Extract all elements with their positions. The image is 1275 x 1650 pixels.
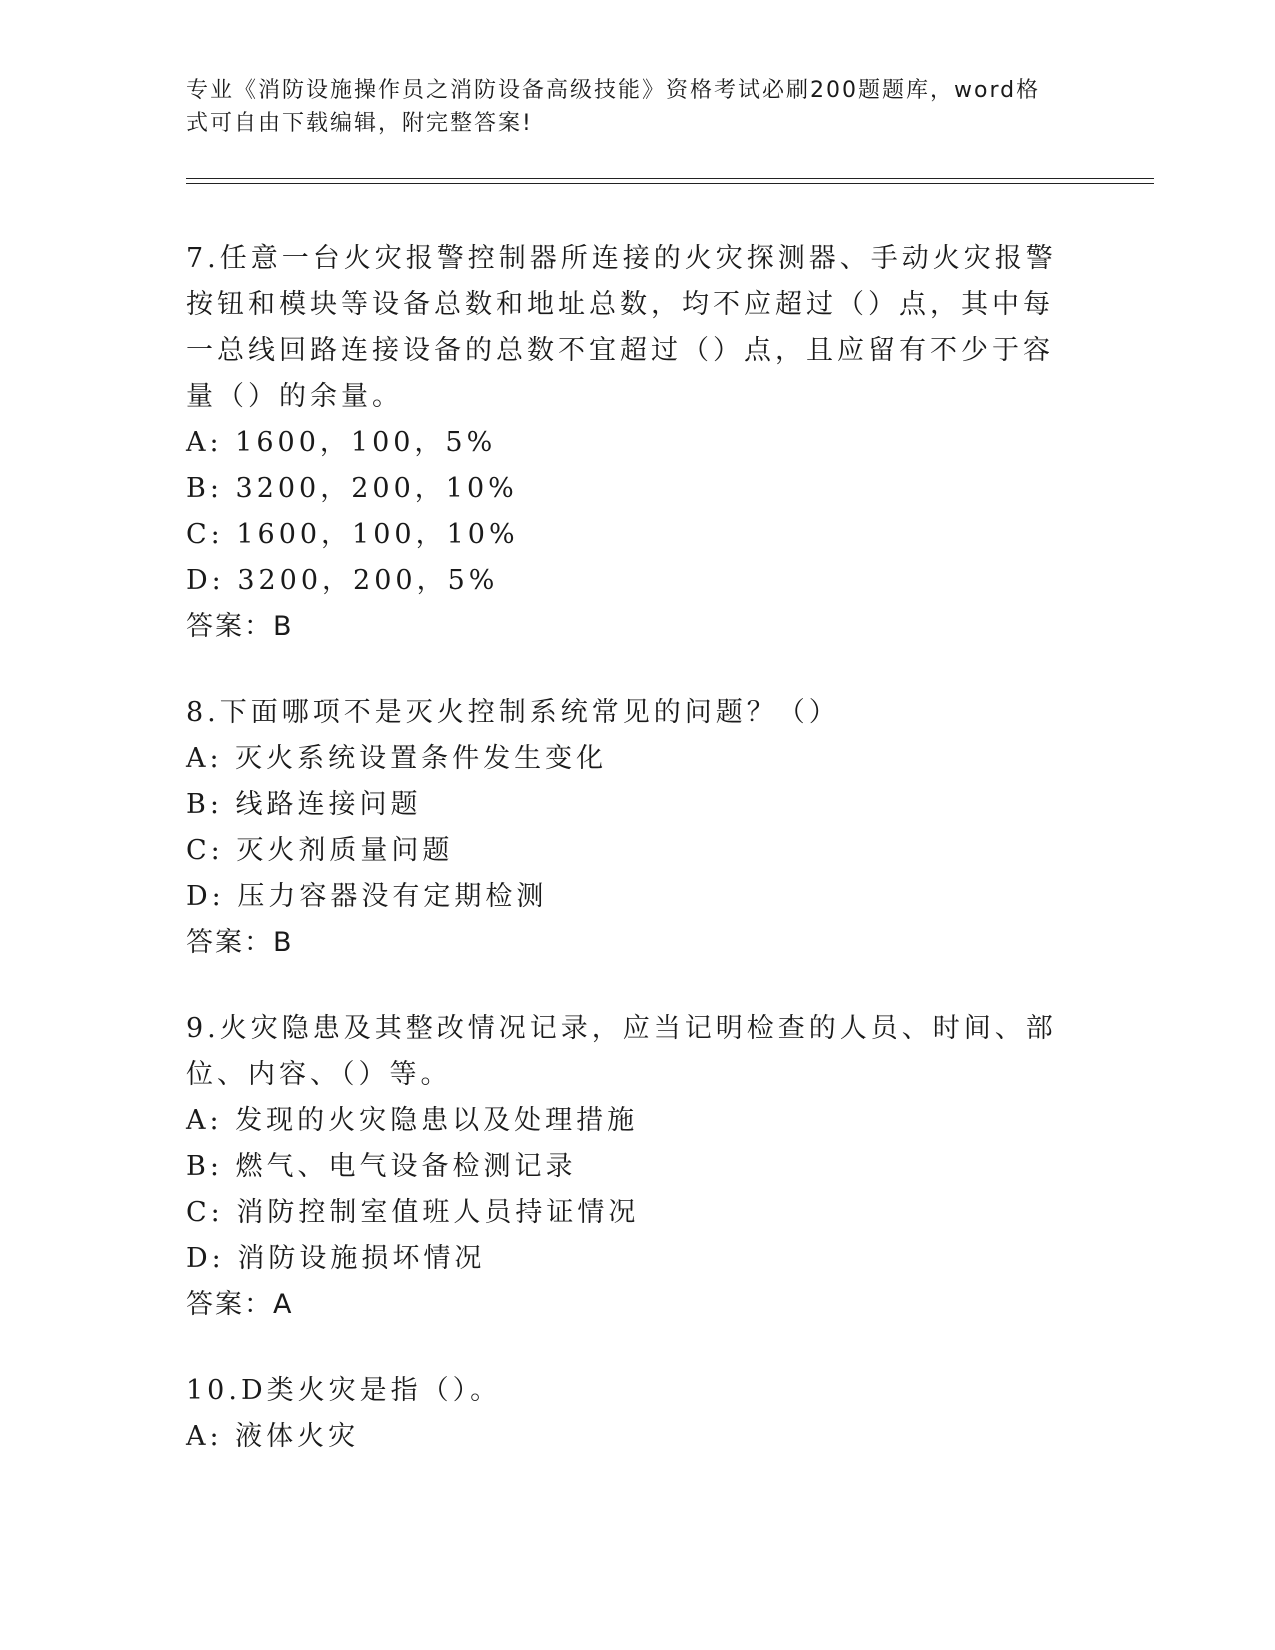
question-10 [186, 1368, 1076, 1460]
option-d: D: 压力容器没有定期检测 [186, 881, 548, 912]
option-a: A: 发现的火灾隐患以及处理措施 [186, 1105, 639, 1136]
header-divider-bottom [186, 183, 1154, 184]
answer-text: 答案：B [186, 927, 294, 958]
answer-text: 答案：A [186, 1289, 294, 1320]
option-d: D: 消防设施损坏情况 [186, 1243, 486, 1274]
option-c: C: 灭火剂质量问题 [186, 835, 454, 866]
question-8 [186, 690, 1076, 966]
option-c: C: 1600，100，10% [186, 519, 519, 550]
header-line-2: 式可自由下载编辑，附完整答案! [186, 111, 533, 136]
question-stem: 8.下面哪项不是灭火控制系统常见的问题？（） [186, 697, 840, 728]
question-stem: 10.D类火灾是指（）。 [186, 1375, 502, 1406]
question-stem: 9.火灾隐患及其整改情况记录，应当记明检查的人员、时间、部位、内容、（）等。 [186, 1013, 1057, 1090]
header-divider-top [186, 178, 1154, 179]
document-header [186, 74, 1066, 140]
option-b: B: 线路连接问题 [186, 789, 422, 820]
option-b: B: 燃气、电气设备检测记录 [186, 1151, 577, 1182]
option-a: A: 液体火灾 [186, 1421, 360, 1452]
option-c: C: 消防控制室值班人员持证情况 [186, 1197, 640, 1228]
header-line-1: 专业《消防设施操作员之消防设备高级技能》资格考试必刷200题题库，word格 [186, 78, 1041, 103]
option-a: A: 灭火系统设置条件发生变化 [186, 743, 608, 774]
question-stem: 7.任意一台火灾报警控制器所连接的火灾探测器、手动火灾报警按钮和模块等设备总数和地址总数，均不应超过（）点，其中每一总线回路连接设备的总数不宜超过（）点，且应留有不少于容量（）的余量。 [186, 243, 1057, 412]
answer-text: 答案：B [186, 611, 294, 642]
question-list [186, 236, 1076, 1500]
option-d: D: 3200，200，5% [186, 565, 499, 596]
question-9 [186, 1006, 1076, 1328]
option-b: B: 3200，200，10% [186, 473, 518, 504]
question-7 [186, 236, 1076, 650]
option-a: A: 1600，100，5% [186, 427, 497, 458]
